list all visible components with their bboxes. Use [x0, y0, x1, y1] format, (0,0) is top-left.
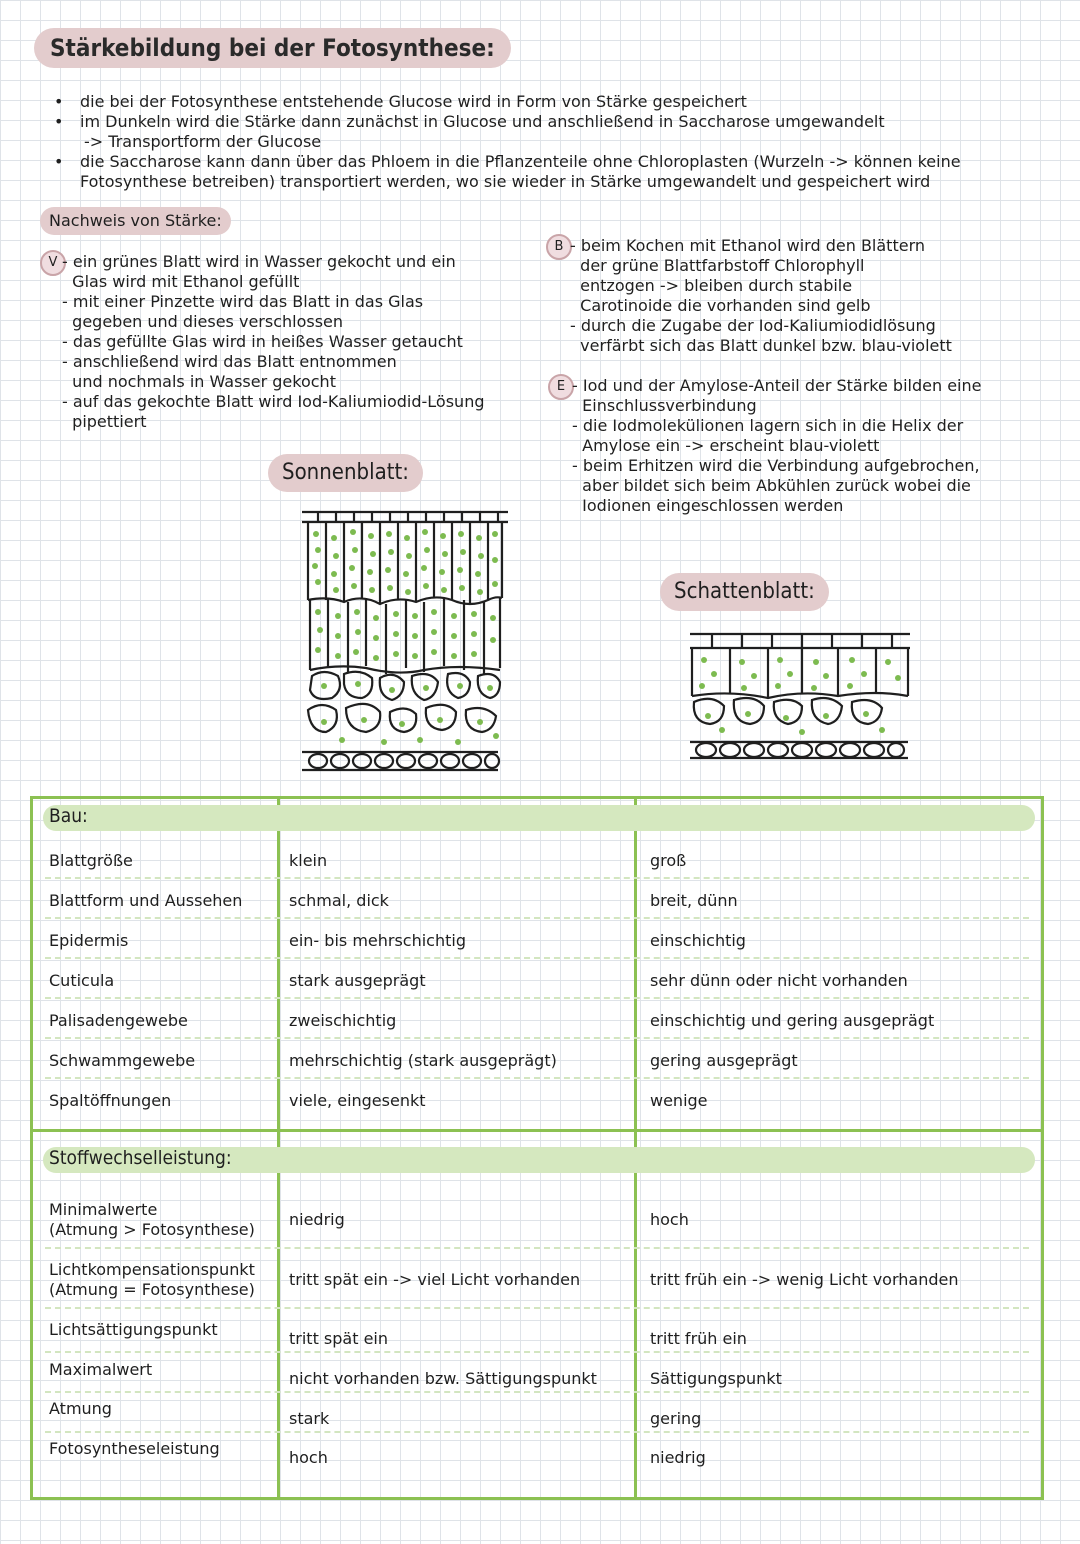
text-line: - auf das gekochte Blatt wird Iod-Kaliumiodid-Lösung — [62, 392, 485, 411]
section-divider — [33, 1129, 1041, 1132]
sun-value: zweischichtig — [289, 1011, 397, 1030]
shade-leaf-cross-section-illustration — [682, 630, 914, 776]
row-label: Cuticula — [49, 971, 115, 990]
row-separator — [45, 997, 1029, 999]
sun-value: mehrschichtig (stark ausgeprägt) — [289, 1051, 557, 1070]
versuch-block — [62, 252, 542, 432]
row-separator — [45, 957, 1029, 959]
text-line: - mit einer Pinzette wird das Blatt in das Glas — [62, 292, 424, 311]
text-line: - Iod und der Amylose-Anteil der Stärke bilden eine — [572, 376, 982, 395]
bullet-list — [44, 92, 1054, 192]
versuch-marker: V — [40, 250, 66, 276]
shade-value: einschichtig und gering ausgeprägt — [650, 1011, 935, 1030]
row-label: Maximalwert — [49, 1360, 153, 1379]
row-label: Spaltöffnungen — [49, 1091, 172, 1110]
shade-value: gering ausgeprägt — [650, 1051, 798, 1070]
row-separator — [45, 1077, 1029, 1079]
row-label: Fotosyntheseleistung — [49, 1439, 220, 1458]
sun-value: schmal, dick — [289, 891, 389, 910]
section-label-stoffwechsel: Stoffwechselleistung: — [49, 1147, 232, 1169]
row-separator — [45, 1351, 1029, 1353]
row-label: Palisadengewebe — [49, 1011, 188, 1030]
sun-value: stark ausgeprägt — [289, 971, 426, 990]
shade-value: niedrig — [650, 1448, 706, 1467]
shade-value: tritt früh ein -> wenig Licht vorhanden — [650, 1270, 959, 1289]
sun-value: tritt spät ein -> viel Licht vorhanden — [289, 1270, 581, 1289]
row-label: Schwammgewebe — [49, 1051, 196, 1070]
row-label: Minimalwerte — [49, 1200, 158, 1219]
shade-value: wenige — [650, 1091, 708, 1110]
row-separator — [45, 1037, 1029, 1039]
sun-value: ein- bis mehrschichtig — [289, 931, 466, 950]
sun-value: stark — [289, 1409, 330, 1428]
beobachtung-marker: B — [546, 234, 572, 260]
text-line: der grüne Blattfarbstoff Chlorophyll — [570, 256, 865, 275]
erklaerung-marker: E — [548, 374, 574, 400]
row-label: Blattform und Aussehen — [49, 891, 243, 910]
shade-value: einschichtig — [650, 931, 746, 950]
text-line: entzogen -> bleiben durch stabile — [570, 276, 853, 295]
bullet-item: • im Dunkeln wird die Stärke dann zunächst in Glucose und anschließend in Saccharose umgewandelt -> Transportform der Glucose — [44, 112, 1054, 152]
row-separator — [45, 1431, 1029, 1433]
text-line: - beim Kochen mit Ethanol wird den Blättern — [570, 236, 925, 255]
sonnenblatt-label: Sonnenblatt: — [268, 454, 423, 492]
shade-value: Sättigungspunkt — [650, 1369, 782, 1388]
section-label-bau: Bau: — [49, 805, 88, 827]
shade-value: sehr dünn oder nicht vorhanden — [650, 971, 908, 990]
text-line: und nochmals in Wasser gekocht — [62, 372, 336, 391]
bullet-item: • die Saccharose kann dann über das Phloem in die Pflanzenteile ohne Chloroplasten (Wurzeln -> können keine Fotosynthese betreiben) transportiert werden, wo sie wieder in Stärke umgewandelt und gespeichert wird — [44, 152, 1054, 192]
section-band-bau — [43, 805, 1035, 831]
shade-value: hoch — [650, 1210, 689, 1229]
sun-value: viele, eingesenkt — [289, 1091, 426, 1110]
shade-value: breit, dünn — [650, 891, 738, 910]
schattenblatt-label: Schattenblatt: — [660, 573, 829, 611]
text-line: - durch die Zugabe der Iod-Kaliumiodidlösung — [570, 316, 936, 335]
text-line: Amylose ein -> erscheint blau-violett — [572, 436, 880, 455]
text-line: - anschließend wird das Blatt entnommen — [62, 352, 397, 371]
section-heading-nachweis: Nachweis von Stärke: — [40, 207, 231, 235]
text-line: - die Iodmolekülionen lagern sich in die Helix der — [572, 416, 964, 435]
sun-value: nicht vorhanden bzw. Sättigungspunkt — [289, 1369, 597, 1388]
shade-value: groß — [650, 851, 687, 870]
row-label: Atmung — [49, 1399, 112, 1418]
sun-value: niedrig — [289, 1210, 345, 1229]
bullet-item: • die bei der Fotosynthese entstehende Glucose wird in Form von Stärke gespeichert — [44, 92, 1054, 112]
row-label: Epidermis — [49, 931, 129, 950]
row-separator — [45, 917, 1029, 919]
sun-value: klein — [289, 851, 328, 870]
text-line: Carotinoide die vorhanden sind gelb — [570, 296, 871, 315]
shade-value: gering — [650, 1409, 702, 1428]
text-line: - beim Erhitzen wird die Verbindung aufgebrochen, — [572, 456, 980, 475]
text-line: - das gefüllte Glas wird in heißes Wasser getaucht — [62, 332, 463, 351]
row-separator — [45, 877, 1029, 879]
row-label-sub: (Atmung > Fotosynthese) — [49, 1220, 255, 1239]
row-separator — [45, 1391, 1029, 1393]
row-label-sub: (Atmung = Fotosynthese) — [49, 1280, 255, 1299]
row-separator — [45, 1247, 1029, 1249]
beobachtung-block — [570, 236, 1040, 356]
sun-value: tritt spät ein — [289, 1329, 389, 1348]
text-line: gegeben und dieses verschlossen — [62, 312, 344, 331]
row-separator — [45, 1307, 1029, 1309]
text-line: Einschlussverbindung — [572, 396, 757, 415]
comparison-table — [30, 796, 1044, 1500]
text-line: verfärbt sich das Blatt dunkel bzw. blau-violett — [570, 336, 952, 355]
text-line: aber bildet sich beim Abkühlen zurück wobei die — [572, 476, 971, 495]
text-line: Iodionen eingeschlossen werden — [572, 496, 844, 515]
row-label: Lichtkompensationspunkt — [49, 1260, 255, 1279]
sun-value: hoch — [289, 1448, 328, 1467]
text-line: Glas wird mit Ethanol gefüllt — [62, 272, 300, 291]
page-title: Stärkebildung bei der Fotosynthese: — [34, 28, 511, 68]
sun-leaf-cross-section-illustration — [298, 500, 512, 782]
row-label: Lichtsättigungspunkt — [49, 1320, 218, 1339]
text-line: - ein grünes Blatt wird in Wasser gekocht und ein — [62, 252, 456, 271]
erklaerung-block — [572, 376, 1042, 516]
text-line: pipettiert — [62, 412, 147, 431]
shade-value: tritt früh ein — [650, 1329, 747, 1348]
row-label: Blattgröße — [49, 851, 133, 870]
